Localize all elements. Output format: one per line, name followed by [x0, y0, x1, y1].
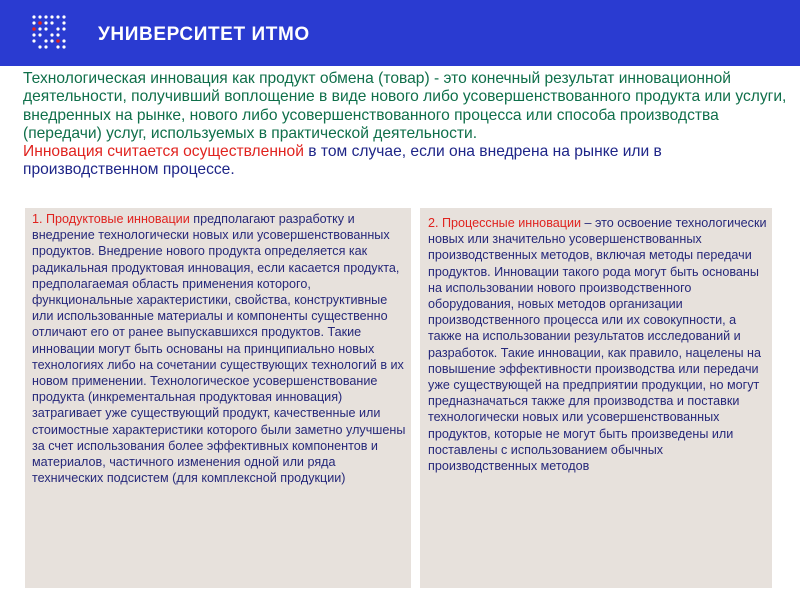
- university-logo-text: УНИВЕРСИТЕТ ИТМО: [98, 24, 310, 45]
- process-innovation-column: [428, 215, 770, 474]
- realized-innovation-rest: в том случае, если она внедрена на рынке или в производственном процессе.: [23, 143, 662, 179]
- process-innovation-heading: 2. Процессные инновации: [428, 216, 582, 230]
- innovation-definition: Технологическая инновация как продукт обмена (товар) - это конечный результат инновационной деятельности, получивший воплощение в виде нового либо усовершенствованного продукта или услуги, внедренных на рынке, нового либо усовершенствованного процесса или способа производства (передачи) услуг, используемых в практической деятельности.: [23, 70, 787, 142]
- process-innovation-body: – это освоение технологически новых или значительно усовершенствованных производственных методов, включая методы передачи продуктов. Инновации такого рода могут быть основаны на использовании нового производственного оборудования, новых методов организации производственного процесса или их совокупности, а также на использовании результатов исследований и разработок. Такие инновации, как правило, нацелены на повышение эффективности производства или передачи уже существующей на предприятии продукции, но могут предназначаться также для производства и поставки технологически новых или усовершенствованных продуктов, которые не могут быть произведены или поставлены с использованием обычных производственных методов: [428, 216, 767, 474]
- realized-innovation-lead: Инновация считается осуществленной: [23, 143, 304, 161]
- product-innovation-heading: 1. Продуктовые инновации: [32, 212, 190, 226]
- product-innovation-column: [32, 211, 410, 486]
- product-innovation-body: предполагают разработку и внедрение технологически новых или усовершенствованных продуктов. Внедрение нового продукта определяется как радикальная продуктовая инновация, если касается продукта, предполагаемая область применения которого, функциональные характеристики, свойства, конструктивные или использованные материалы и компоненты существенно отличают его от ранее выпускавшихся продуктов. Такие инновации могут быть основаны на принципиально новых технологиях либо на сочетании существующих технологий в их новом применении. Технологическое усовершенствование продукта (инкрементальная продуктовая инновация) затрагивает уже существующий продукт, качественные или стоимостные характеристики которого были заметно улучшены за счет использования более эффективных компонентов и материалов, частичного изменения одной или ряда технических подсистем (для комплексной продукции): [32, 212, 406, 486]
- itmo-dots-logo-icon: [30, 13, 70, 53]
- intro-paragraph: [23, 70, 793, 180]
- header-bar: [0, 0, 800, 66]
